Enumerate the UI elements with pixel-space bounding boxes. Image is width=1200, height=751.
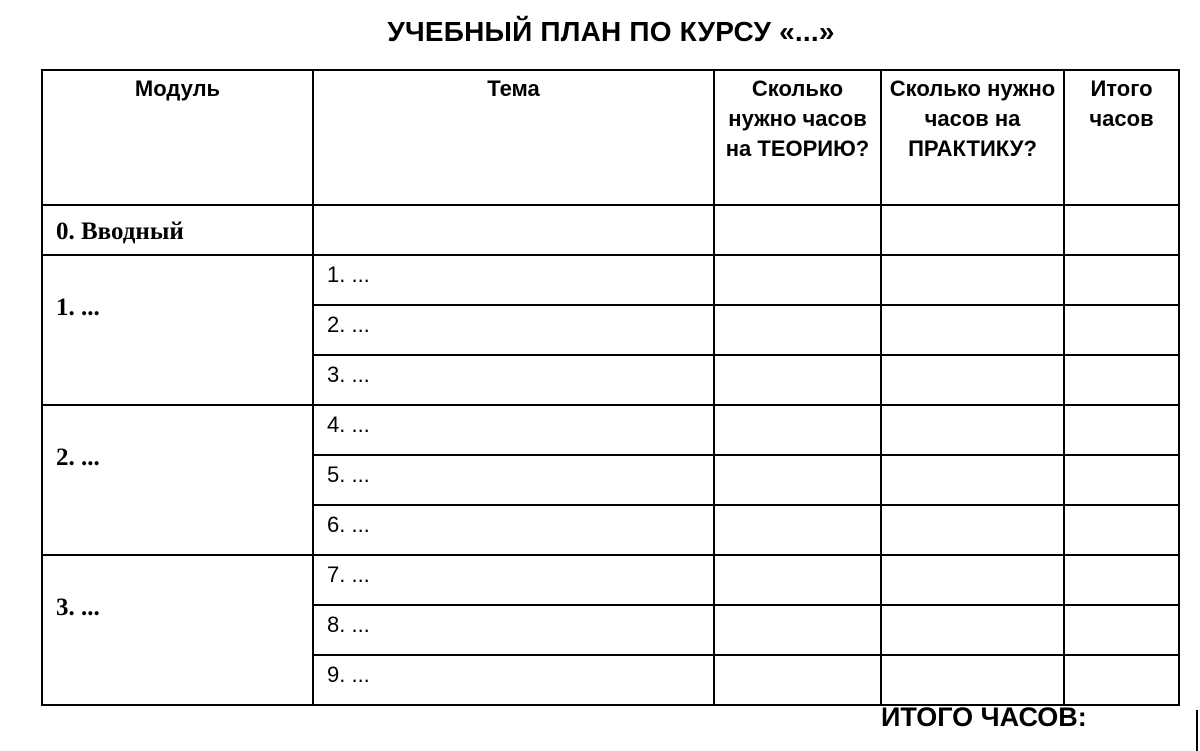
header-module: Модуль	[42, 70, 313, 205]
total-hours-label: ИТОГО ЧАСОВ:	[881, 702, 1087, 732]
total-hours-cell	[1064, 205, 1179, 255]
total-hours-cell	[1064, 505, 1179, 555]
total-hours-cell	[1064, 605, 1179, 655]
topic-cell: 7. ...	[313, 555, 714, 605]
page-title: УЧЕБНЫЙ ПЛАН ПО КУРСУ «...»	[387, 16, 835, 47]
table-row	[42, 205, 1179, 255]
curriculum-table	[41, 69, 1180, 706]
practice-hours-cell	[881, 255, 1064, 305]
theory-hours-cell	[714, 505, 881, 555]
topic-cell: 2. ...	[313, 305, 714, 355]
theory-hours-cell	[714, 255, 881, 305]
header-theory-hours: Сколько нужно часов на ТЕОРИЮ?	[714, 70, 881, 205]
total-hours-cell	[1064, 255, 1179, 305]
total-hours-cell	[1064, 455, 1179, 505]
theory-hours-cell	[714, 205, 881, 255]
topic-cell-empty	[313, 205, 714, 255]
theory-hours-cell	[714, 555, 881, 605]
practice-hours-cell	[881, 505, 1064, 555]
topic-cell: 6. ...	[313, 505, 714, 555]
module-cell-intro: 0. Вводный	[42, 205, 313, 255]
module-cell-1	[42, 255, 313, 405]
module-cell-3	[42, 555, 313, 705]
header-total-hours: Итого часов	[1064, 70, 1179, 205]
total-hours-cell	[1064, 555, 1179, 605]
theory-hours-cell	[714, 355, 881, 405]
theory-hours-cell	[714, 305, 881, 355]
topic-cell: 1. ...	[313, 255, 714, 305]
theory-hours-cell	[714, 605, 881, 655]
module-cell-2	[42, 405, 313, 555]
practice-hours-cell	[881, 205, 1064, 255]
header-row	[42, 70, 1179, 205]
practice-hours-cell	[881, 405, 1064, 455]
table-row	[42, 255, 1179, 305]
practice-hours-cell	[881, 555, 1064, 605]
theory-hours-cell	[714, 655, 881, 705]
module-label: 2. ...	[56, 444, 100, 471]
page-edge-line	[1196, 710, 1198, 751]
topic-cell: 4. ...	[313, 405, 714, 455]
total-hours-cell	[1064, 405, 1179, 455]
topic-cell: 3. ...	[313, 355, 714, 405]
total-hours-cell	[1064, 305, 1179, 355]
practice-hours-cell	[881, 355, 1064, 405]
header-topic: Тема	[313, 70, 714, 205]
theory-hours-cell	[714, 455, 881, 505]
module-label: 3. ...	[56, 594, 100, 621]
table-row	[42, 405, 1179, 455]
topic-cell: 5. ...	[313, 455, 714, 505]
topic-cell: 8. ...	[313, 605, 714, 655]
theory-hours-cell	[714, 405, 881, 455]
total-hours-cell	[1064, 355, 1179, 405]
table-row	[42, 555, 1179, 605]
header-practice-hours: Сколько нужно часов на ПРАКТИКУ?	[881, 70, 1064, 205]
practice-hours-cell	[881, 605, 1064, 655]
practice-hours-cell	[881, 305, 1064, 355]
practice-hours-cell	[881, 455, 1064, 505]
module-label: 1. ...	[56, 294, 100, 321]
total-hours-cell	[1064, 655, 1179, 705]
practice-hours-cell	[881, 655, 1064, 705]
topic-cell: 9. ...	[313, 655, 714, 705]
